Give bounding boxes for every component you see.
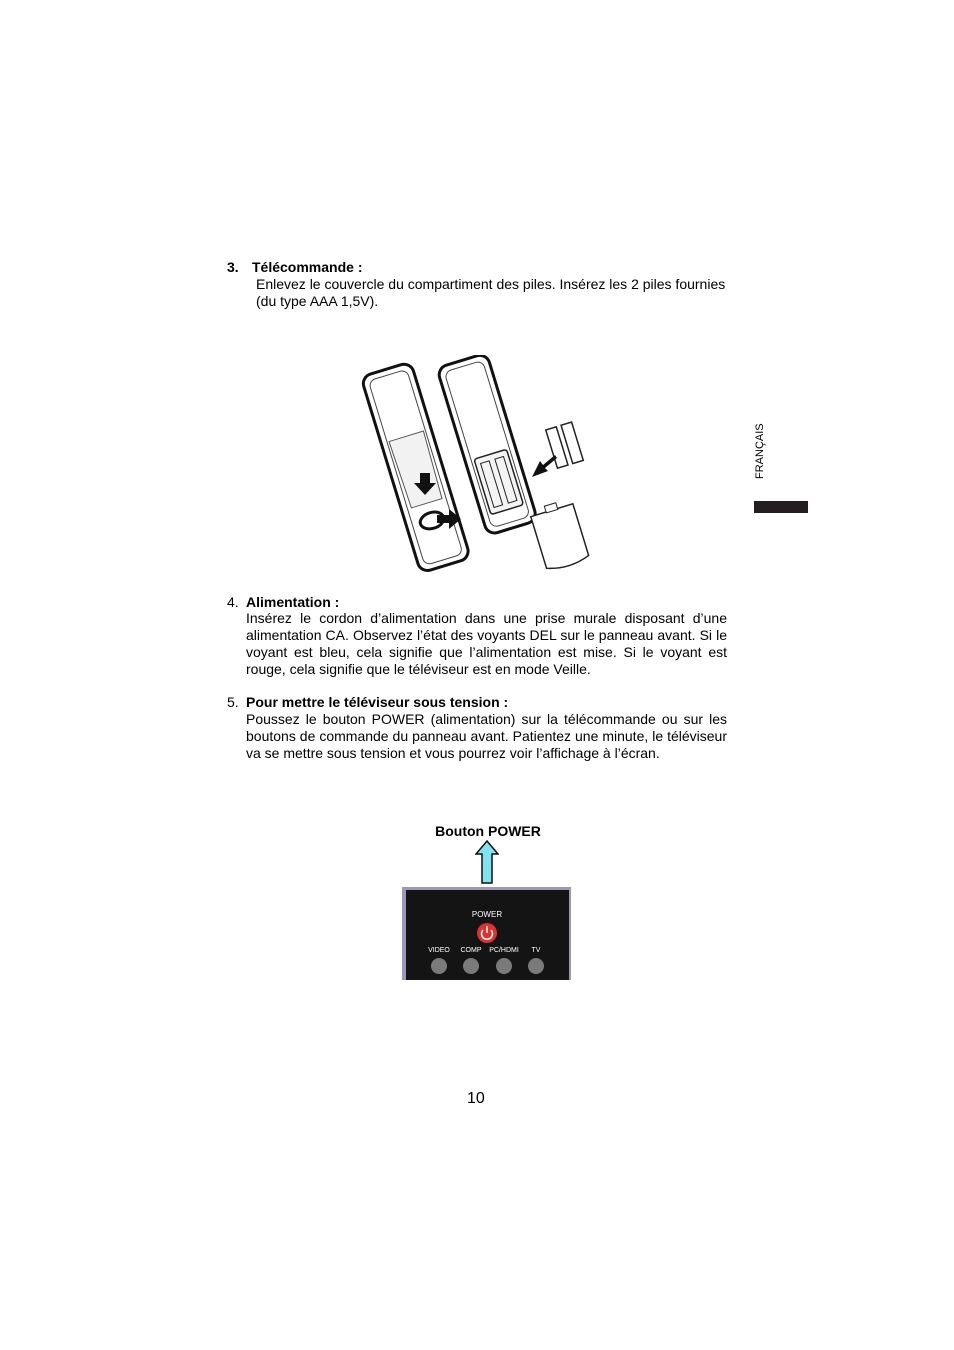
pchdmi-button[interactable]	[496, 958, 512, 974]
remote-battery-illustration	[355, 355, 600, 573]
comp-button[interactable]	[463, 958, 479, 974]
front-control-panel	[402, 887, 571, 980]
language-tab-bar	[754, 501, 808, 513]
section-5-body: Poussez le bouton POWER (alimentation) sur la télécommande ou sur les boutons de commande du panneau avant. Patientez une minute, le téléviseur va se mettre sous tension et vous pourrez voir l’affichage à l’écran.	[246, 711, 727, 761]
button-label-video: VIDEO	[428, 947, 450, 954]
power-button-caption: Bouton POWER	[435, 823, 541, 839]
section-5-title: Pour mettre le téléviseur sous tension :	[246, 694, 509, 710]
arrow-diagonal-icon	[532, 455, 557, 477]
button-label-comp: COMP	[460, 947, 482, 954]
section-3-title: Télécommande :	[252, 259, 363, 275]
section-5-number: 5.	[227, 694, 239, 710]
button-label-pchdmi: PC/HDMI	[489, 947, 519, 954]
arrow-up-icon	[475, 840, 499, 884]
language-tab-label: FRANÇAIS	[754, 423, 766, 479]
battery-cover-icon	[529, 498, 590, 572]
section-4-title: Alimentation :	[246, 594, 340, 610]
section-4-body: Insérez le cordon d’alimentation dans une prise murale disposant d’une alimentation CA. Observez l’état des voyants DEL sur le panneau avant. Si le voyant est bleu, cela signifie que l’alimentation est mise. Si le voyant est rouge, cela signifie que le téléviseur est en mode Veille.	[246, 610, 727, 677]
section-3-body: Enlevez le couvercle du compartiment des piles. Insérez les 2 piles fournies (du type AAA 1,5V).	[256, 276, 726, 309]
video-button[interactable]	[431, 958, 447, 974]
page-number: 10	[467, 1090, 485, 1107]
section-3-number: 3.	[227, 259, 239, 275]
tv-button[interactable]	[528, 958, 544, 974]
button-label-tv: TV	[531, 947, 541, 954]
section-4-number: 4.	[227, 594, 239, 610]
power-label: POWER	[471, 910, 503, 919]
